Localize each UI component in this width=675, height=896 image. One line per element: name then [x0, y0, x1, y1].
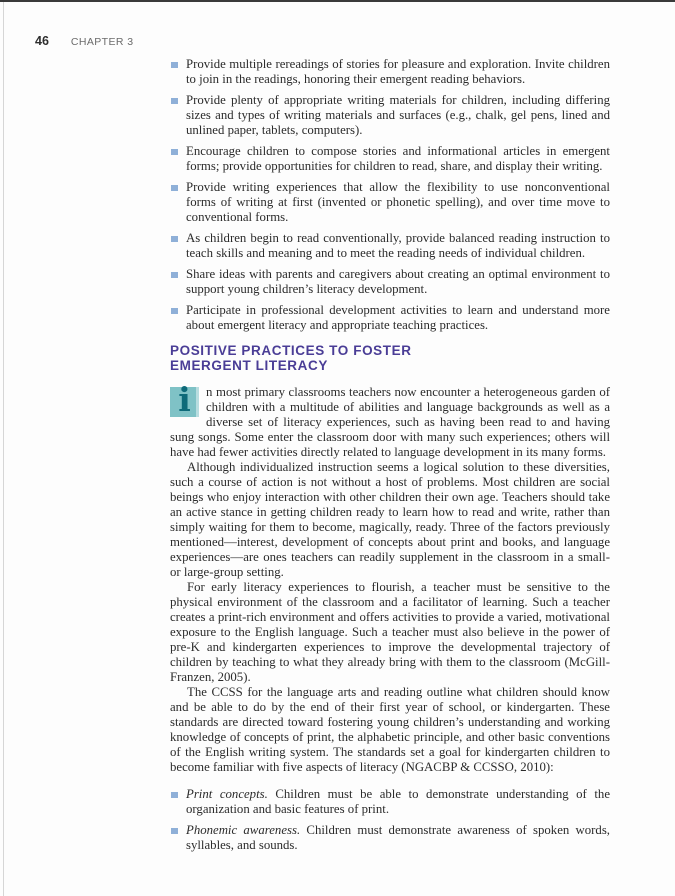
intro-paragraph-text: n most primary classrooms teachers now encounter a heterogeneous garden of children with a multitude of abilities and language backgrounds as well as a diverse set of literacy experiences, such as having been read to and having sung songs. Some enter the classroom door with many such experiences; others will have had fewer activities directly related to language development in its many forms.	[170, 385, 610, 459]
bullet-square-icon	[171, 98, 178, 105]
list-item	[170, 231, 610, 261]
list-item	[170, 57, 610, 87]
intro-paragraph	[170, 380, 610, 460]
bullet-square-icon	[171, 185, 178, 192]
list-item-text: As children begin to read conventionally, provide balanced reading instruction to teach skills and meaning and to meet the reading needs of individual children.	[186, 231, 610, 260]
body-paragraph: For early literacy experiences to flourish, a teacher must be sensitive to the physical environment of the classroom and a facilitator of learning. Such a teacher creates a print-rich environment and offers activities to provide a varied, motivational exposure to the English language. Such a teacher must also believe in the power of pre-K and kindergarten experiences to improve the developmental trajectory of children by teaching to what they already bring with them to the classroom (McGill-Franzen, 2005).	[170, 580, 610, 684]
bullet-square-icon	[171, 828, 178, 835]
list-item-text: Encourage children to compose stories and informational articles in emergent forms; provide opportunities for children to read, share, and display their writing.	[186, 144, 610, 173]
list-item-text: Share ideas with parents and caregivers about creating an optimal environment to support young children’s literacy development.	[186, 267, 610, 296]
body-paragraph: Although individualized instruction seems a logical solution to these diversities, such a course of action is not without a host of problems. Most children are social beings who enjoy interaction with other children their own age. Teachers should take an active stance in getting children ready to learn how to read and write, rather than simply waiting for them to become, magically, ready. Three of the factors previously mentioned—interest, development of concepts about print and books, and language experiences—are ones teachers can readily supplement in the classroom in a small- or large-group setting.	[170, 460, 610, 579]
practice-bullet-list	[170, 57, 610, 333]
list-item	[170, 303, 610, 333]
literacy-aspects-bullet-list	[170, 787, 610, 853]
body-paragraph: The CCSS for the language arts and reading outline what children should know and be able to do by the end of their first year of school, or kindergarten. These standards are directed toward fostering young children’s understanding and working knowledge of concepts of print, the alphabetic principle, and other basic conventions of the English writing system. The standards set a goal for kindergarten children to become familiar with five aspects of literacy (NGACBP & CCSSO, 2010):	[170, 685, 610, 774]
list-item-text: Children must be able to demonstrate understanding of the organization and basic features of print.	[186, 787, 610, 816]
list-item	[170, 787, 610, 817]
page-content	[170, 57, 610, 859]
running-head	[35, 32, 133, 50]
bullet-square-icon	[171, 272, 178, 279]
list-item	[170, 144, 610, 174]
bullet-square-icon	[171, 792, 178, 799]
chapter-label: CHAPTER 3	[70, 36, 134, 48]
bullet-square-icon	[171, 149, 178, 156]
section-heading-line1: POSITIVE PRACTICES TO FOSTER	[170, 343, 412, 358]
list-item-text: Children must demonstrate awareness of spoken words, syllables, and sounds.	[186, 823, 610, 852]
bullet-square-icon	[171, 62, 178, 69]
dropcap-initial: i	[170, 387, 199, 417]
list-item	[170, 180, 610, 225]
section-heading-line2: EMERGENT LITERACY	[170, 358, 328, 373]
section-heading	[170, 343, 610, 373]
bullet-square-icon	[171, 308, 178, 315]
list-item-text: Participate in professional development activities to learn and understand more about emergent literacy and appropriate teaching practices.	[186, 303, 610, 332]
page-number: 46	[35, 34, 49, 48]
list-item-lead: Print concepts.	[186, 787, 268, 801]
bullet-square-icon	[171, 236, 178, 243]
list-item-text: Provide multiple rereadings of stories for pleasure and exploration. Invite children to join in the readings, honoring their emergent reading behaviors.	[186, 57, 610, 86]
list-item	[170, 267, 610, 297]
list-item-lead: Phonemic awareness.	[186, 823, 301, 837]
list-item-text: Provide plenty of appropriate writing materials for children, including differing sizes and types of writing materials and surfaces (e.g., chalk, gel pens, lined and unlined paper, tablets, computers).	[186, 93, 610, 137]
list-item	[170, 93, 610, 138]
list-item	[170, 823, 610, 853]
list-item-text: Provide writing experiences that allow the flexibility to use nonconventional forms of writing at first (invented or phonetic spelling), and over time move to conventional forms.	[186, 180, 610, 224]
